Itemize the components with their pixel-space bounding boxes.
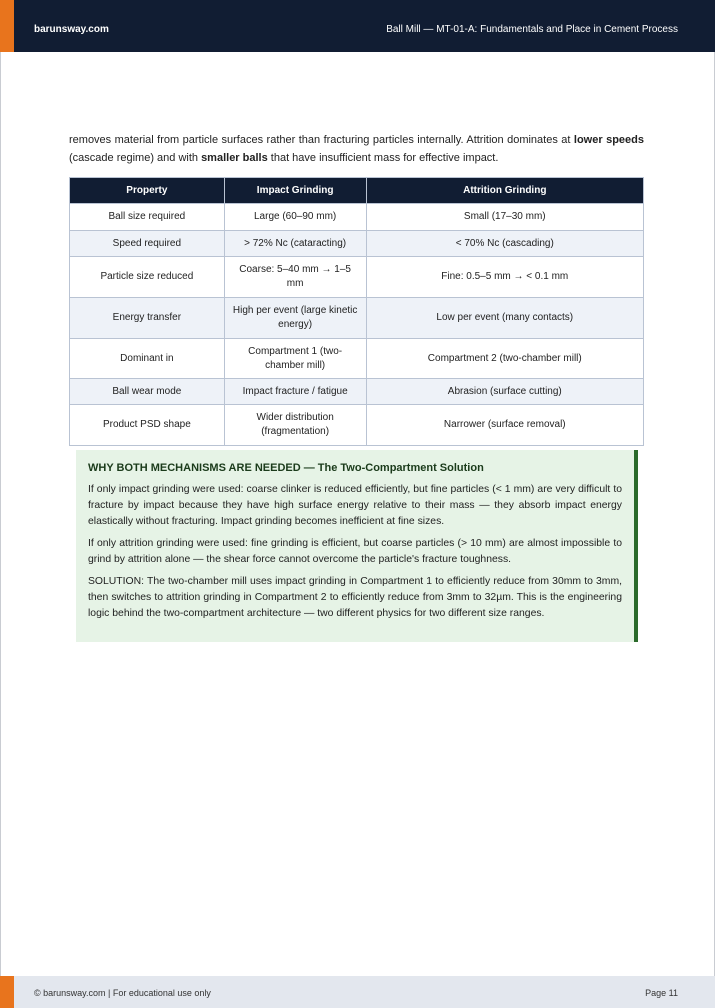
footer-accent-bar: [0, 976, 14, 1008]
header-accent-bar: [0, 0, 14, 52]
table-cell: Dominant in: [70, 339, 225, 379]
table-cell: Fine: 0.5–5 mm → < 0.1 mm: [366, 257, 643, 298]
table-cell: Small (17–30 mm): [366, 204, 643, 231]
comparison-table: [69, 177, 644, 446]
table-header-row: [70, 178, 644, 204]
header-attrition-grinding: Attrition Grinding: [366, 178, 643, 204]
table-cell: High per event (large kinetic energy): [224, 298, 366, 339]
table-row: [70, 204, 644, 231]
table-cell: Abrasion (surface cutting): [366, 379, 643, 405]
table-row: [70, 339, 644, 379]
table-cell: < 70% Nc (cascading): [366, 231, 643, 257]
table-cell: > 72% Nc (cataracting): [224, 231, 366, 257]
table-cell: Compartment 2 (two-chamber mill): [366, 339, 643, 379]
table-cell: Low per event (many contacts): [366, 298, 643, 339]
callout-box: [76, 450, 638, 642]
table-row: [70, 231, 644, 257]
table-cell: Ball wear mode: [70, 379, 225, 405]
table-row: [70, 379, 644, 405]
table-row: [70, 257, 644, 298]
table-cell: Compartment 1 (two-chamber mill): [224, 339, 366, 379]
table-cell: Narrower (surface removal): [366, 405, 643, 446]
footer-copyright: © barunsway.com | For educational use only: [34, 988, 211, 998]
page-border-left: [0, 52, 1, 976]
table-row: [70, 405, 644, 446]
table-cell: Impact fracture / fatigue: [224, 379, 366, 405]
table-row: [70, 298, 644, 339]
callout-paragraph-solution: SOLUTION: The two-chamber mill uses impact grinding in Compartment 1 to efficiently reduce from 30mm to 3mm, then switches to attrition grinding in Compartment 2 to efficiently reduce from 3mm to 32µm. This is the engineering logic behind the two-compartment architecture — two different physics for two different size ranges.: [88, 576, 622, 619]
table-cell: Energy transfer: [70, 298, 225, 339]
page-number: Page 11: [645, 988, 678, 998]
callout-paragraph-impact: If only impact grinding were used: coarse clinker is reduced efficiently, but fine particles (< 1 mm) are very difficult to fracture by impact because they have high surface energy relative to their mass — they absorb impact energy elastically without fracturing. Impact grinding becomes inefficient at fine sizes.: [88, 484, 622, 527]
table-cell: Wider distribution (fragmentation): [224, 405, 366, 446]
intro-paragraph: removes material from particle surfaces rather than fracturing particles internally. Attrition dominates at lower speeds (cascade regime) and with smaller balls that have insufficient mass for effective impact.: [69, 134, 644, 164]
document-title: Ball Mill — MT-01-A: Fundamentals and Place in Cement Process: [386, 24, 678, 35]
table-cell: Product PSD shape: [70, 405, 225, 446]
table-cell: Ball size required: [70, 204, 225, 231]
callout-paragraph-attrition: If only attrition grinding were used: fine grinding is efficient, but coarse particles (> 10 mm) are almost impossible to grind by attrition alone — the shear force cannot overcome the particle's fracture toughness.: [88, 538, 622, 565]
callout-title: WHY BOTH MECHANISMS ARE NEEDED — The Two-Compartment Solution: [88, 462, 484, 474]
table-cell: Coarse: 5–40 mm → 1–5 mm: [224, 257, 366, 298]
table-cell: Speed required: [70, 231, 225, 257]
table-cell: Particle size reduced: [70, 257, 225, 298]
brand-name: barunsway.com: [34, 24, 109, 35]
header-property: Property: [70, 178, 225, 204]
header-impact-grinding: Impact Grinding: [224, 178, 366, 204]
table-cell: Large (60–90 mm): [224, 204, 366, 231]
